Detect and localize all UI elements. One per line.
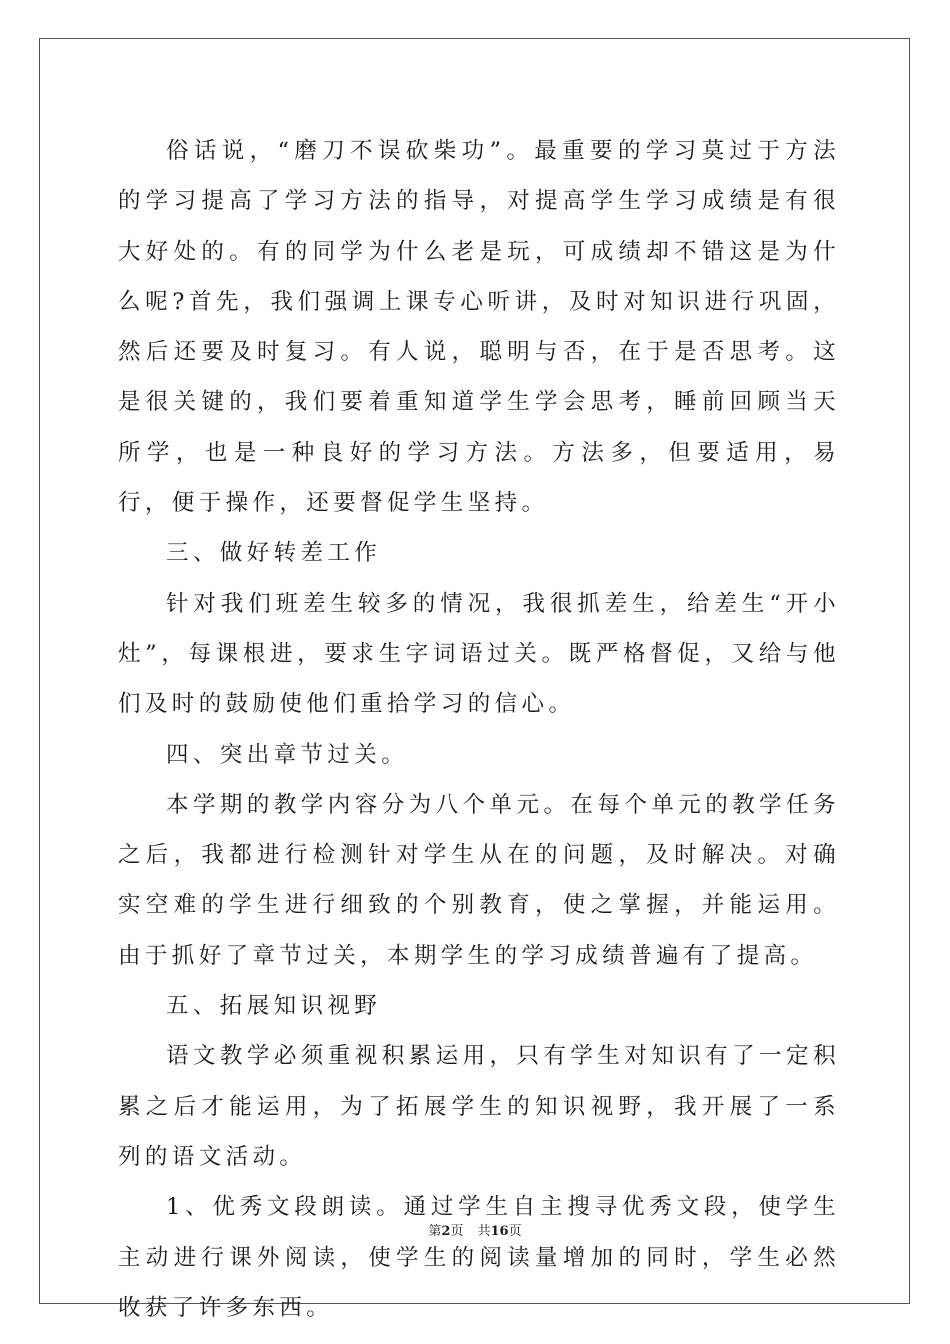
page-number: 2 <box>441 1224 451 1239</box>
section-heading: 四、突出章节过关。 <box>166 741 409 768</box>
page-suffix: 页 <box>450 1224 464 1239</box>
paragraph: 针对我们班差生较多的情况，我很抓差生，给差生“开小灶”，每课根进，要求生字词语过关。既严格督促，又给与他们及时的鼓励使他们重拾学习的信心。 <box>118 590 840 718</box>
page-prefix: 第 <box>428 1224 442 1239</box>
section-heading: 三、做好转差工作 <box>166 540 382 567</box>
paragraph: 本学期的教学内容分为八个单元。在每个单元的教学任务之后，我都进行检测针对学生从在的问题，及时解决。对确实空难的学生进行细致的个别教育，使之掌握，并能运用。由于抓好了章节过关，本期学生的学习成绩普遍有了提高。 <box>118 791 840 969</box>
page-footer <box>0 1220 950 1239</box>
document-body <box>118 126 840 1333</box>
page-total: 16 <box>490 1224 509 1239</box>
paragraph: 语文教学必须重视积累运用，只有学生对知识有了一定积累之后才能运用，为了拓展学生的知识视野，我开展了一系列的语文活动。 <box>118 1043 840 1170</box>
total-suffix: 页 <box>508 1224 522 1239</box>
paragraph: 1、优秀文段朗读。通过学生自主搜寻优秀文段，使学生主动进行课外阅读，使学生的阅读量增加的同时，学生必然收获了许多东西。 <box>118 1194 840 1321</box>
section-heading: 五、拓展知识视野 <box>166 993 382 1020</box>
total-prefix: 共 <box>477 1224 491 1239</box>
paragraph: 俗话说，“磨刀不误砍柴功”。最重要的学习莫过于方法的学习提高了学习方法的指导，对提高学生学习成绩是有很大好处的。有的同学为什么老是玩，可成绩却不错这是为什么呢?首先，我们强调上课专心听讲，及时对知识进行巩固，然后还要及时复习。有人说，聪明与否，在于是否思考。这是很关键的，我们要着重知道学生学会思考，睡前回顾当天所学，也是一种良好的学习方法。方法多，但要适用，易行，便于操作，还要督促学生坚持。 <box>118 138 840 517</box>
